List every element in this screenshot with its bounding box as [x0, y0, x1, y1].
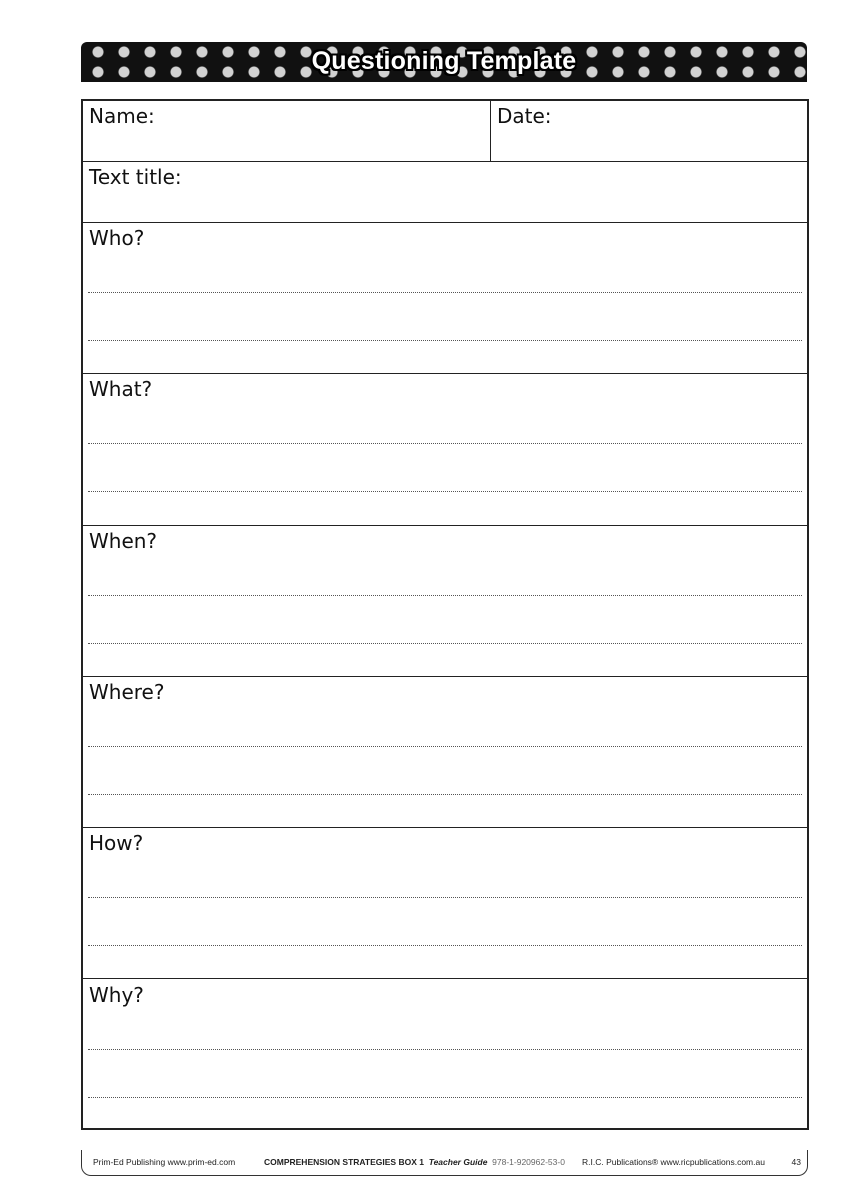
footer-series: COMPREHENSION STRATEGIES BOX 1 — [264, 1157, 424, 1167]
answer-line[interactable] — [88, 746, 802, 747]
name-date-row — [83, 101, 807, 162]
text-title-label: Text title: — [89, 165, 182, 189]
name-label: Name: — [89, 104, 155, 128]
text-title-row — [83, 162, 807, 223]
footer-title — [264, 1157, 565, 1167]
answer-line[interactable] — [88, 292, 802, 293]
question-section — [83, 828, 807, 979]
answer-line[interactable] — [88, 897, 802, 898]
page-footer — [81, 1150, 808, 1176]
question-section — [83, 374, 807, 525]
answer-line[interactable] — [88, 443, 802, 444]
question-label: When? — [89, 528, 158, 553]
answer-line[interactable] — [88, 1097, 802, 1098]
answer-line[interactable] — [88, 491, 802, 492]
footer-publisher-right: R.I.C. Publications® www.ricpublications.com.au — [582, 1157, 765, 1167]
question-label: Where? — [89, 679, 165, 704]
question-section — [83, 980, 807, 1131]
answer-line[interactable] — [88, 595, 802, 596]
answer-line[interactable] — [88, 643, 802, 644]
question-label: What? — [89, 377, 153, 402]
footer-isbn: 978-1-920962-53-0 — [492, 1157, 565, 1167]
answer-line[interactable] — [88, 945, 802, 946]
answer-line[interactable] — [88, 340, 802, 341]
page-number: 43 — [791, 1157, 801, 1167]
date-label: Date: — [497, 104, 552, 128]
answer-line[interactable] — [88, 794, 802, 795]
answer-line[interactable] — [88, 1049, 802, 1050]
question-section — [83, 526, 807, 677]
question-label: How? — [89, 831, 144, 856]
question-label: Why? — [89, 982, 144, 1007]
page-title: Questioning Template — [311, 47, 577, 75]
column-divider — [490, 101, 491, 161]
footer-guide: Teacher Guide — [428, 1157, 488, 1167]
questioning-form — [81, 99, 809, 1130]
title-banner — [81, 42, 807, 82]
question-label: Who? — [89, 226, 145, 250]
question-section — [83, 677, 807, 828]
question-section — [83, 223, 807, 374]
footer-publisher-left: Prim-Ed Publishing www.prim-ed.com — [93, 1157, 236, 1167]
